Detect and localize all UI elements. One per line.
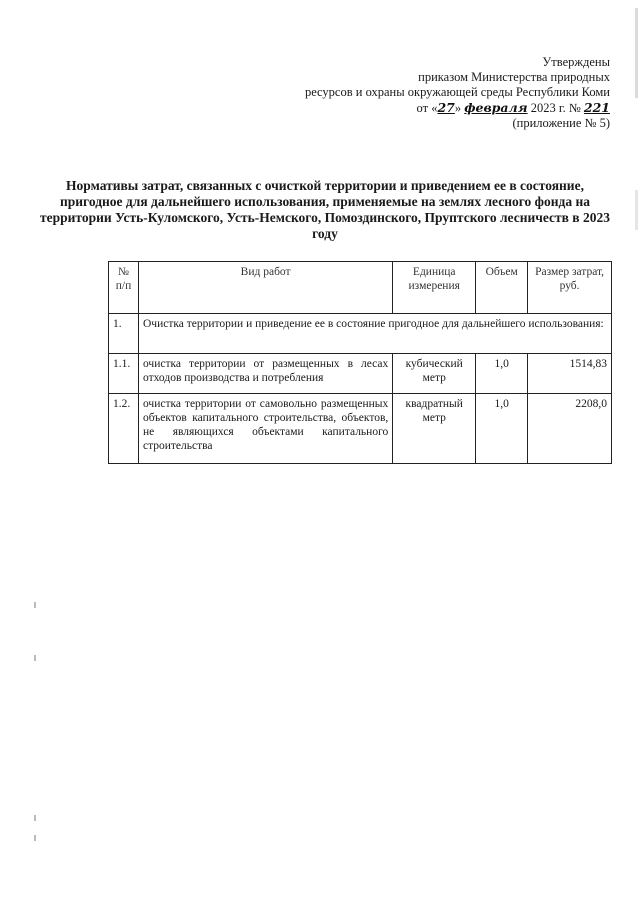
header-unit: Единица измерения	[393, 262, 476, 314]
row-unit: квадратный метр	[393, 394, 476, 464]
scan-edge-mark	[635, 8, 638, 98]
appendix-label: (приложение № 5)	[512, 116, 610, 130]
scan-dust-mark	[34, 602, 36, 608]
scan-dust-mark	[34, 655, 36, 661]
date-mid: »	[454, 101, 462, 115]
table-row-section	[109, 314, 612, 354]
section-text: Очистка территории и приведение ее в состояние пригодное для дальнейшего использования:	[138, 314, 611, 354]
table-header-row	[109, 262, 612, 314]
scan-dust-mark	[34, 815, 36, 821]
approval-line-2: приказом Министерства природных	[418, 70, 610, 84]
approval-line-1: Утверждены	[542, 55, 610, 69]
date-month: февраля	[464, 100, 528, 115]
section-num: 1.	[109, 314, 139, 354]
row-cost: 2208,0	[528, 394, 612, 464]
scan-dust-mark	[34, 835, 36, 841]
norms-table	[108, 261, 612, 464]
row-qty: 1,0	[476, 394, 528, 464]
approval-block	[190, 55, 610, 131]
header-num: № п/п	[109, 262, 139, 314]
row-work: очистка территории от размещенных в лесах отходов производства и потребления	[138, 354, 392, 394]
row-unit: кубический метр	[393, 354, 476, 394]
document-title: Нормативы затрат, связанных с очисткой территории и приведением ее в состояние, пригодное для дальнейшего использования, применяемые на землях лесного фонда на территории Усть-Куломского, Усть-Немского, Помоздинского, Пруптского лесничеств в 2023 году	[40, 178, 610, 241]
approval-date-line	[190, 100, 610, 116]
order-number: 221	[583, 100, 610, 115]
row-qty: 1,0	[476, 354, 528, 394]
approval-line-3: ресурсов и охраны окружающей среды Республики Коми	[304, 85, 610, 99]
table-row	[109, 354, 612, 394]
row-work: очистка территории от самовольно размещенных объектов капитального строительства, объектов, не являющихся объектами капитального строительства	[138, 394, 392, 464]
header-qty: Объем	[476, 262, 528, 314]
row-cost: 1514,83	[528, 354, 612, 394]
date-prefix: от «	[416, 101, 438, 115]
row-num: 1.1.	[109, 354, 139, 394]
header-work: Вид работ	[138, 262, 392, 314]
date-suffix: 2023 г. №	[530, 101, 581, 115]
table-row	[109, 394, 612, 464]
date-day: 27	[437, 100, 455, 115]
header-cost: Размер затрат, руб.	[528, 262, 612, 314]
row-num: 1.2.	[109, 394, 139, 464]
scan-edge-mark	[635, 190, 638, 230]
